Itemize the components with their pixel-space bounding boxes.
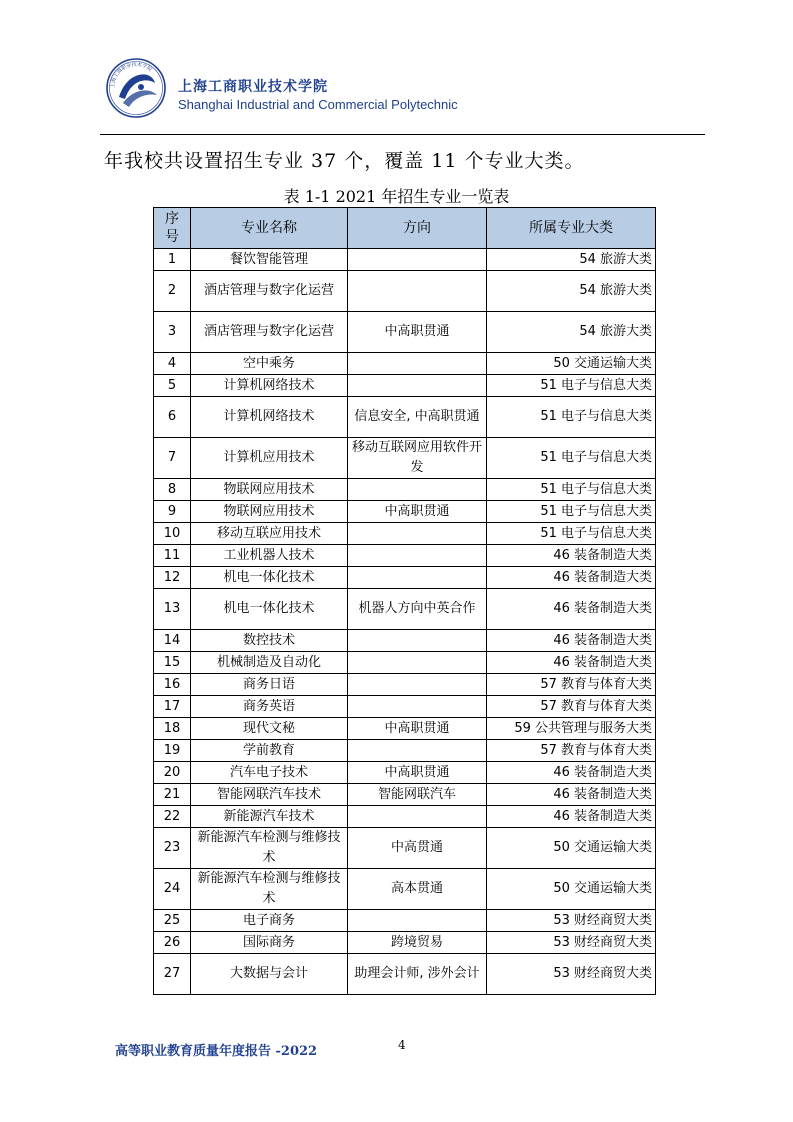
cell-category: 46 装备制造大类 — [487, 545, 656, 567]
cell-name: 工业机器人技术 — [191, 545, 348, 567]
table-row — [154, 501, 656, 523]
cell-name: 酒店管理与数字化运营 — [191, 271, 348, 312]
cell-name: 商务英语 — [191, 696, 348, 718]
cell-category: 51 电子与信息大类 — [487, 397, 656, 438]
cell-category: 54 旅游大类 — [487, 271, 656, 312]
cell-no: 25 — [154, 910, 191, 932]
header-divider — [100, 134, 705, 135]
cell-category: 51 电子与信息大类 — [487, 375, 656, 397]
cell-category: 46 装备制造大类 — [487, 567, 656, 589]
cell-name: 数控技术 — [191, 630, 348, 652]
page-header — [100, 55, 710, 135]
cell-no: 20 — [154, 762, 191, 784]
table-row — [154, 740, 656, 762]
cell-category: 50 交通运输大类 — [487, 869, 656, 910]
table-row — [154, 784, 656, 806]
cell-category: 54 旅游大类 — [487, 312, 656, 353]
cell-category: 46 装备制造大类 — [487, 762, 656, 784]
cell-no: 2 — [154, 271, 191, 312]
table-row — [154, 567, 656, 589]
cell-direction: 移动互联网应用软件开发 — [348, 438, 487, 479]
cell-direction: 中高职贯通 — [348, 501, 487, 523]
cell-direction: 智能网联汽车 — [348, 784, 487, 806]
cell-no: 12 — [154, 567, 191, 589]
cell-direction: 中高职贯通 — [348, 762, 487, 784]
table-row — [154, 954, 656, 995]
cell-category: 50 交通运输大类 — [487, 353, 656, 375]
intro-text: 年我校共设置招生专业 37 个，覆盖 11 个专业大类。 — [104, 150, 585, 172]
cell-no: 23 — [154, 828, 191, 869]
cell-no: 21 — [154, 784, 191, 806]
cell-name: 大数据与会计 — [191, 954, 348, 995]
cell-name: 电子商务 — [191, 910, 348, 932]
cell-direction — [348, 652, 487, 674]
cell-direction: 助理会计师, 涉外会计 — [348, 954, 487, 995]
cell-category: 53 财经商贸大类 — [487, 954, 656, 995]
cell-direction: 机器人方向中英合作 — [348, 589, 487, 630]
cell-no: 10 — [154, 523, 191, 545]
cell-name: 计算机网络技术 — [191, 397, 348, 438]
cell-no: 15 — [154, 652, 191, 674]
cell-no: 27 — [154, 954, 191, 995]
cell-name: 空中乘务 — [191, 353, 348, 375]
cell-category: 57 教育与体育大类 — [487, 674, 656, 696]
table-row — [154, 249, 656, 271]
header-name: 专业名称 — [191, 208, 348, 249]
header-no: 序号 — [154, 208, 191, 249]
table-row — [154, 312, 656, 353]
table-row — [154, 910, 656, 932]
cell-no: 3 — [154, 312, 191, 353]
cell-name: 酒店管理与数字化运营 — [191, 312, 348, 353]
table-row — [154, 806, 656, 828]
cell-direction — [348, 740, 487, 762]
header-category: 所属专业大类 — [487, 208, 656, 249]
cell-direction — [348, 271, 487, 312]
cell-category: 50 交通运输大类 — [487, 828, 656, 869]
table-row — [154, 589, 656, 630]
cell-direction: 中高贯通 — [348, 828, 487, 869]
cell-no: 9 — [154, 501, 191, 523]
header-direction: 方向 — [348, 208, 487, 249]
cell-category: 54 旅游大类 — [487, 249, 656, 271]
cell-no: 17 — [154, 696, 191, 718]
cell-category: 53 财经商贸大类 — [487, 910, 656, 932]
cell-direction: 中高职贯通 — [348, 718, 487, 740]
cell-no: 13 — [154, 589, 191, 630]
cell-direction — [348, 523, 487, 545]
cell-category: 51 电子与信息大类 — [487, 479, 656, 501]
footer-report-title: 高等职业教育质量年度报告 -2022 — [115, 1044, 318, 1059]
table-row — [154, 397, 656, 438]
cell-name: 餐饮智能管理 — [191, 249, 348, 271]
cell-category: 59 公共管理与服务大类 — [487, 718, 656, 740]
cell-direction — [348, 249, 487, 271]
cell-name: 物联网应用技术 — [191, 479, 348, 501]
cell-category: 46 装备制造大类 — [487, 589, 656, 630]
cell-direction: 高本贯通 — [348, 869, 487, 910]
cell-name: 智能网联汽车技术 — [191, 784, 348, 806]
cell-name: 现代文秘 — [191, 718, 348, 740]
cell-category: 51 电子与信息大类 — [487, 501, 656, 523]
cell-direction — [348, 630, 487, 652]
cell-direction: 跨境贸易 — [348, 932, 487, 954]
cell-no: 18 — [154, 718, 191, 740]
cell-category: 46 装备制造大类 — [487, 806, 656, 828]
majors-table — [153, 207, 656, 995]
cell-name: 学前教育 — [191, 740, 348, 762]
cell-direction — [348, 696, 487, 718]
cell-category: 51 电子与信息大类 — [487, 523, 656, 545]
table-row — [154, 630, 656, 652]
school-logo — [105, 57, 167, 119]
cell-no: 1 — [154, 249, 191, 271]
cell-name: 汽车电子技术 — [191, 762, 348, 784]
table-row — [154, 479, 656, 501]
table-row — [154, 932, 656, 954]
table-row — [154, 271, 656, 312]
table-row — [154, 523, 656, 545]
cell-name: 计算机网络技术 — [191, 375, 348, 397]
table-caption: 表 1-1 2021 年招生专业一览表 — [283, 187, 510, 206]
cell-no: 22 — [154, 806, 191, 828]
table-row — [154, 652, 656, 674]
cell-no: 4 — [154, 353, 191, 375]
table-row — [154, 353, 656, 375]
cell-no: 11 — [154, 545, 191, 567]
table-row — [154, 438, 656, 479]
cell-category: 53 财经商贸大类 — [487, 932, 656, 954]
cell-direction — [348, 674, 487, 696]
cell-direction: 中高职贯通 — [348, 312, 487, 353]
table-row — [154, 718, 656, 740]
page-number: 4 — [398, 1038, 406, 1052]
table-row — [154, 762, 656, 784]
cell-category: 51 电子与信息大类 — [487, 438, 656, 479]
table-row — [154, 674, 656, 696]
table-row — [154, 545, 656, 567]
cell-name: 新能源汽车技术 — [191, 806, 348, 828]
cell-name: 移动互联应用技术 — [191, 523, 348, 545]
cell-category: 46 装备制造大类 — [487, 630, 656, 652]
cell-name: 商务日语 — [191, 674, 348, 696]
school-name-cn: 上海工商职业技术学院 — [178, 79, 328, 95]
table-row — [154, 696, 656, 718]
cell-name: 新能源汽车检测与维修技术 — [191, 869, 348, 910]
cell-no: 24 — [154, 869, 191, 910]
cell-category: 57 教育与体育大类 — [487, 696, 656, 718]
cell-name: 物联网应用技术 — [191, 501, 348, 523]
cell-no: 8 — [154, 479, 191, 501]
cell-direction — [348, 545, 487, 567]
cell-category: 57 教育与体育大类 — [487, 740, 656, 762]
cell-no: 16 — [154, 674, 191, 696]
cell-direction — [348, 375, 487, 397]
cell-name: 计算机应用技术 — [191, 438, 348, 479]
table-row — [154, 869, 656, 910]
cell-name: 新能源汽车检测与维修技术 — [191, 828, 348, 869]
cell-no: 6 — [154, 397, 191, 438]
cell-no: 14 — [154, 630, 191, 652]
cell-direction — [348, 353, 487, 375]
cell-no: 5 — [154, 375, 191, 397]
cell-no: 26 — [154, 932, 191, 954]
svg-text:上海工商职业技术学院: 上海工商职业技术学院 — [109, 61, 153, 89]
cell-category: 46 装备制造大类 — [487, 652, 656, 674]
cell-name: 机械制造及自动化 — [191, 652, 348, 674]
cell-direction — [348, 806, 487, 828]
cell-name: 机电一体化技术 — [191, 567, 348, 589]
cell-name: 机电一体化技术 — [191, 589, 348, 630]
cell-no: 19 — [154, 740, 191, 762]
table-row — [154, 375, 656, 397]
cell-direction — [348, 567, 487, 589]
cell-direction — [348, 910, 487, 932]
cell-no: 7 — [154, 438, 191, 479]
cell-direction — [348, 479, 487, 501]
cell-name: 国际商务 — [191, 932, 348, 954]
cell-direction: 信息安全, 中高职贯通 — [348, 397, 487, 438]
table-header-row — [154, 208, 656, 249]
school-name-en: Shanghai Industrial and Commercial Polytechnic — [178, 97, 458, 112]
cell-category: 46 装备制造大类 — [487, 784, 656, 806]
table-row — [154, 828, 656, 869]
